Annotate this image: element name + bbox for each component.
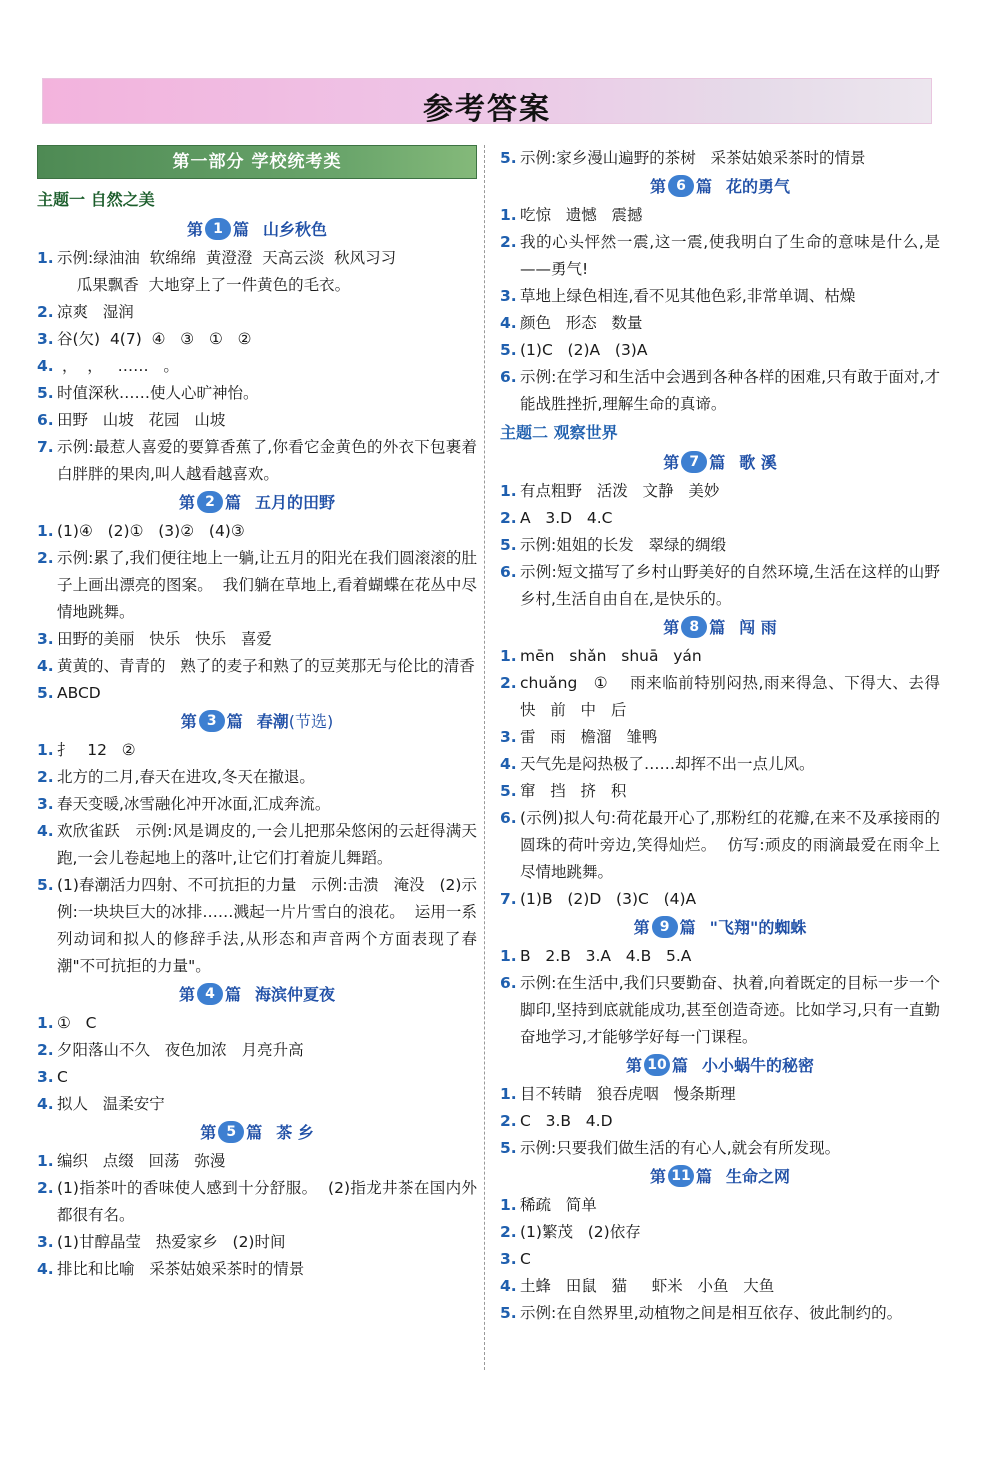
section-prefix: 第 [178, 493, 195, 512]
section-suffix: 篇 [679, 918, 696, 937]
answer-number: 6. [500, 563, 517, 581]
answer-text: C [57, 1068, 68, 1086]
answer-number: 1. [37, 522, 54, 540]
answer-number: 1. [37, 1152, 54, 1170]
section-number-badge: 9 [652, 916, 678, 938]
answer-item [37, 791, 477, 818]
answer-text: 稀疏 简单 [520, 1196, 597, 1214]
answer-number: 2. [500, 1223, 517, 1241]
answer-text: 有点粗野 活泼 文静 美妙 [520, 482, 720, 500]
section-title: 山乡秋色 [263, 220, 328, 239]
section-title: 生命之网 [726, 1167, 791, 1186]
answer-text: 示例:家乡漫山遍野的茶树 采茶姑娘采茶时的情景 [520, 149, 866, 167]
answer-text: 凉爽 湿润 [57, 303, 134, 321]
section-suffix: 篇 [709, 453, 726, 472]
answer-text: 排比和比喻 采茶姑娘采茶时的情景 [57, 1260, 305, 1278]
answer-item [500, 310, 940, 337]
answer-text: 窜 挡 挤 积 [520, 782, 627, 800]
part-heading: 第一部分 学校统考类 [37, 145, 477, 179]
section-heading [37, 215, 477, 245]
answer-number: 2. [37, 303, 54, 321]
section-suffix: 篇 [224, 985, 241, 1004]
section-title: 小小蜗牛的秘密 [702, 1056, 815, 1075]
section-prefix: 第 [663, 618, 680, 637]
answer-number: 2. [500, 1112, 517, 1130]
answer-number: 5. [500, 536, 517, 554]
answer-number: 2. [37, 549, 54, 567]
answer-number: 5. [37, 684, 54, 702]
answer-text: (示例)拟人句:荷花最开心了,那粉红的花瓣,在来不及承接雨的圆珠的荷叶旁边,笑得灿烂。 仿写:顽皮的雨滴最爱在雨伞上尽情地跳舞。 [520, 809, 940, 881]
section-heading [500, 1162, 940, 1192]
answer-number: 3. [500, 287, 517, 305]
answer-item [500, 943, 940, 970]
answer-item [37, 545, 477, 626]
answer-item [500, 478, 940, 505]
section-number-badge: 1 [205, 218, 231, 240]
section-number-badge: 11 [668, 1165, 694, 1187]
page-title: 参考答案 [423, 92, 551, 127]
section-heading [37, 980, 477, 1010]
answer-text: 示例:姐姐的长发 翠绿的绸缎 [520, 536, 727, 554]
answer-item [37, 1037, 477, 1064]
answer-number: 4. [37, 1095, 54, 1113]
answer-number: 1. [500, 647, 517, 665]
answer-text: (1)指茶叶的香味使人感到十分舒服。 (2)指龙井茶在国内外都很有名。 [57, 1179, 477, 1224]
answer-number: 4. [37, 357, 54, 375]
answer-number: 1. [500, 947, 517, 965]
answer-item [500, 778, 940, 805]
answer-item [500, 1246, 940, 1273]
answer-text: 颜色 形态 数量 [520, 314, 643, 332]
answer-text: A 3.D 4.C [520, 509, 613, 527]
answer-item [500, 1300, 940, 1327]
section-suffix: 篇 [695, 1167, 712, 1186]
section-number-badge: 8 [681, 616, 707, 638]
answer-number: 2. [500, 509, 517, 527]
answer-number: 3. [37, 630, 54, 648]
answer-number: 4. [37, 657, 54, 675]
answer-number: 1. [500, 1196, 517, 1214]
answer-number: 4. [500, 755, 517, 773]
section-prefix: 第 [649, 1167, 666, 1186]
answer-item [500, 532, 940, 559]
answer-text: 雷 雨 檐溜 雏鸭 [520, 728, 658, 746]
answer-item [37, 626, 477, 653]
answer-item [37, 299, 477, 326]
section-suffix: 篇 [232, 220, 249, 239]
answer-item [37, 326, 477, 353]
answer-item [500, 805, 940, 886]
answer-item [37, 1175, 477, 1229]
section-heading [500, 1051, 940, 1081]
section-heading [500, 172, 940, 202]
answer-item [37, 764, 477, 791]
section-suffix: 篇 [226, 712, 243, 731]
answer-item [500, 670, 940, 724]
answer-text: 草地上绿色相连,看不见其他色彩,非常单调、枯燥 [520, 287, 856, 305]
answer-item [37, 353, 477, 380]
answer-item [37, 1010, 477, 1037]
answer-number: 5. [500, 149, 517, 167]
section-subtitle: (节选) [288, 712, 334, 731]
answer-number: 3. [37, 795, 54, 813]
answer-text: 示例:累了,我们便往地上一躺,让五月的阳光在我们圆滚滚的肚子上画出漂亮的图案。 我们躺在草地上,看着蝴蝶在花丛中尽情地跳舞。 [57, 549, 477, 621]
answer-item [37, 872, 477, 980]
answer-item [500, 364, 940, 418]
answer-text: ABCD [57, 684, 101, 702]
section-title: "飞翔"的蜘蛛 [709, 918, 807, 937]
answer-text: 天气先是闷热极了……却挥不出一点儿风。 [520, 755, 815, 773]
right-column [500, 145, 940, 1327]
answer-item [500, 643, 940, 670]
answer-number: 2. [37, 1179, 54, 1197]
section-prefix: 第 [180, 712, 197, 731]
answer-number: 3. [37, 330, 54, 348]
answer-item [500, 505, 940, 532]
section-suffix: 篇 [246, 1123, 263, 1142]
section-prefix: 第 [649, 177, 666, 196]
answer-number: 6. [500, 974, 517, 992]
answer-text: ， ， …… 。 [57, 357, 179, 375]
answer-number: 2. [500, 674, 517, 692]
section-suffix: 篇 [709, 618, 726, 637]
answer-item [500, 886, 940, 913]
answer-number: 2. [37, 1041, 54, 1059]
section-title: 五月的田野 [255, 493, 336, 512]
section-title: 花的勇气 [726, 177, 791, 196]
answer-number: 3. [37, 1068, 54, 1086]
answer-number: 4. [500, 314, 517, 332]
answer-item [37, 1229, 477, 1256]
answer-text: 夕阳落山不久 夜色加浓 月亮升高 [57, 1041, 304, 1059]
answer-number: 5. [500, 782, 517, 800]
answer-text: 田野的美丽 快乐 快乐 喜爱 [57, 630, 272, 648]
section-prefix: 第 [633, 918, 650, 937]
section-heading [500, 448, 940, 478]
answer-text: B 2.B 3.A 4.B 5.A [520, 947, 692, 965]
answer-item [37, 1256, 477, 1283]
answer-text: 示例:最惹人喜爱的要算香蕉了,你看它金黄色的外衣下包裹着白胖胖的果肉,叫人越看越喜欢。 [57, 438, 477, 483]
answer-text: C [520, 1250, 531, 1268]
answer-text: 示例:在生活中,我们只要勤奋、执着,向着既定的目标一步一个脚印,坚持到底就能成功,甚至创造奇迹。比如学习,只有一直勤奋地学习,才能够学好每一门课程。 [520, 974, 940, 1046]
section-title: 春潮 [256, 712, 289, 731]
answer-text: C 3.B 4.D [520, 1112, 613, 1130]
answer-number: 4. [37, 822, 54, 840]
answer-number: 1. [500, 206, 517, 224]
answer-item [500, 202, 940, 229]
section-heading [37, 707, 477, 737]
answer-item [500, 283, 940, 310]
section-title: 歌 溪 [739, 453, 777, 472]
answer-item [37, 434, 477, 488]
answer-item [500, 1081, 940, 1108]
answer-number: 4. [500, 1277, 517, 1295]
answer-text: 欢欣雀跃 示例:风是调皮的,一会儿把那朵悠闲的云赶得满天跑,一会儿卷起地上的落叶,让它们打着旋儿舞蹈。 [57, 822, 477, 867]
answer-item [37, 680, 477, 707]
answer-number: 6. [500, 809, 517, 827]
answer-number: 7. [37, 438, 54, 456]
answer-number: 1. [500, 1085, 517, 1103]
answer-item [37, 653, 477, 680]
answer-item [500, 1219, 940, 1246]
answer-text: 黄黄的、青青的 熟了的麦子和熟了的豆荚那无与伦比的清香 [57, 657, 475, 675]
answer-item [500, 145, 940, 172]
answer-number: 3. [500, 728, 517, 746]
answer-text: 土蜂 田鼠 猫 虾米 小鱼 大鱼 [520, 1277, 775, 1295]
answer-text: (1)甘醇晶莹 热爱家乡 (2)时间 [57, 1233, 286, 1251]
answer-item [500, 970, 940, 1051]
answer-text: (1)B (2)D (3)C (4)A [520, 890, 697, 908]
answer-item [500, 1273, 940, 1300]
answer-number: 5. [500, 1304, 517, 1322]
answer-text: 示例:在自然界里,动植物之间是相互依存、彼此制约的。 [520, 1304, 903, 1322]
section-heading [37, 1118, 477, 1148]
answer-item [500, 559, 940, 613]
answer-number: 5. [37, 876, 54, 894]
answer-number: 5. [37, 384, 54, 402]
answer-text: 田野 山坡 花园 山坡 [57, 411, 226, 429]
section-number-badge: 3 [199, 710, 225, 732]
answer-text: 扌 12 ② [57, 741, 136, 759]
answer-number: 1. [500, 482, 517, 500]
column-divider [484, 145, 485, 1370]
answer-item [37, 1091, 477, 1118]
section-prefix: 第 [178, 985, 195, 1004]
section-prefix: 第 [625, 1056, 642, 1075]
section-number-badge: 5 [218, 1121, 244, 1143]
answer-text: 我的心头怦然一震,这一震,使我明白了生命的意味是什么,是——勇气! [520, 233, 940, 278]
section-title: 海滨仲夏夜 [255, 985, 336, 1004]
section-suffix: 篇 [224, 493, 241, 512]
answer-item [37, 380, 477, 407]
answer-number: 1. [37, 741, 54, 759]
page-header-banner [42, 78, 932, 127]
answer-text: 示例:绿油油 软绵绵 黄澄澄 天高云淡 秋风习习 瓜果飘香 大地穿上了一件黄色的毛衣。 [57, 249, 397, 294]
left-column [37, 145, 477, 1283]
answer-item [37, 1148, 477, 1175]
section-number-badge: 2 [197, 491, 223, 513]
section-title: 茶 乡 [276, 1123, 314, 1142]
answer-text: 北方的二月,春天在进攻,冬天在撤退。 [57, 768, 315, 786]
answer-number: 3. [500, 1250, 517, 1268]
answer-number: 3. [37, 1233, 54, 1251]
answer-text: 拟人 温柔安宁 [57, 1095, 165, 1113]
section-heading [500, 613, 940, 643]
answer-text: 示例:只要我们做生活的有心人,就会有所发现。 [520, 1139, 841, 1157]
answer-item [37, 245, 477, 299]
answer-item [37, 407, 477, 434]
answer-item [500, 751, 940, 778]
section-title: 闯 雨 [739, 618, 777, 637]
answer-item [37, 818, 477, 872]
section-prefix: 第 [186, 220, 203, 239]
answer-number: 1. [37, 249, 54, 267]
answer-number: 5. [500, 341, 517, 359]
answer-text: mēn shǎn shuā yán [520, 647, 702, 665]
section-suffix: 篇 [671, 1056, 688, 1075]
theme-heading: 主题一 自然之美 [37, 190, 155, 209]
answer-item [37, 737, 477, 764]
answer-item [500, 229, 940, 283]
section-heading [500, 913, 940, 943]
answer-number: 6. [500, 368, 517, 386]
answer-number: 5. [500, 1139, 517, 1157]
answer-item [500, 724, 940, 751]
answer-item [500, 337, 940, 364]
answer-item [500, 1135, 940, 1162]
answer-number: 7. [500, 890, 517, 908]
answer-text: (1)C (2)A (3)A [520, 341, 648, 359]
answer-item [500, 1108, 940, 1135]
answer-item [37, 518, 477, 545]
section-prefix: 第 [200, 1123, 217, 1142]
section-prefix: 第 [663, 453, 680, 472]
section-number-badge: 7 [681, 451, 707, 473]
section-suffix: 篇 [695, 177, 712, 196]
answer-item [37, 1064, 477, 1091]
answer-text: 时值深秋……使人心旷神怡。 [57, 384, 259, 402]
answer-text: 谷(欠) 4(7) ④ ③ ① ② [57, 330, 252, 348]
answer-text: 示例:短文描写了乡村山野美好的自然环境,生活在这样的山野乡村,生活自由自在,是快乐的。 [520, 563, 940, 608]
answer-number: 1. [37, 1014, 54, 1032]
answer-text: 目不转睛 狼吞虎咽 慢条斯理 [520, 1085, 736, 1103]
answer-text: (1)春潮活力四射、不可抗拒的力量 示例:击溃 淹没 (2)示例:一块块巨大的冰排……溅起一片片雪白的浪花。 运用一系列动词和拟人的修辞手法,从形态和声音两个方面表现了春潮"不可抗拒的力量"。 [57, 876, 477, 975]
answer-text: (1)④ (2)① (3)② (4)③ [57, 522, 245, 540]
answer-number: 6. [37, 411, 54, 429]
answer-text: 示例:在学习和生活中会遇到各种各样的困难,只有敢于面对,才能战胜挫折,理解生命的真谛。 [520, 368, 940, 413]
answer-number: 4. [37, 1260, 54, 1278]
answer-text: 编织 点缀 回荡 弥漫 [57, 1152, 226, 1170]
answer-text: 春天变暖,冰雪融化冲开冰面,汇成奔流。 [57, 795, 331, 813]
section-heading [37, 488, 477, 518]
answer-text: ① C [57, 1014, 97, 1032]
theme-heading: 主题二 观察世界 [500, 423, 618, 442]
answer-text: 吃惊 遗憾 震撼 [520, 206, 643, 224]
answer-text: (1)繁茂 (2)依存 [520, 1223, 641, 1241]
answer-text: chuǎng ① 雨来临前特别闷热,雨来得急、下得大、去得快 前 中 后 [520, 674, 940, 719]
answer-item [500, 1192, 940, 1219]
section-number-badge: 10 [644, 1054, 670, 1076]
answer-number: 2. [500, 233, 517, 251]
answer-number: 2. [37, 768, 54, 786]
section-number-badge: 4 [197, 983, 223, 1005]
section-number-badge: 6 [668, 175, 694, 197]
